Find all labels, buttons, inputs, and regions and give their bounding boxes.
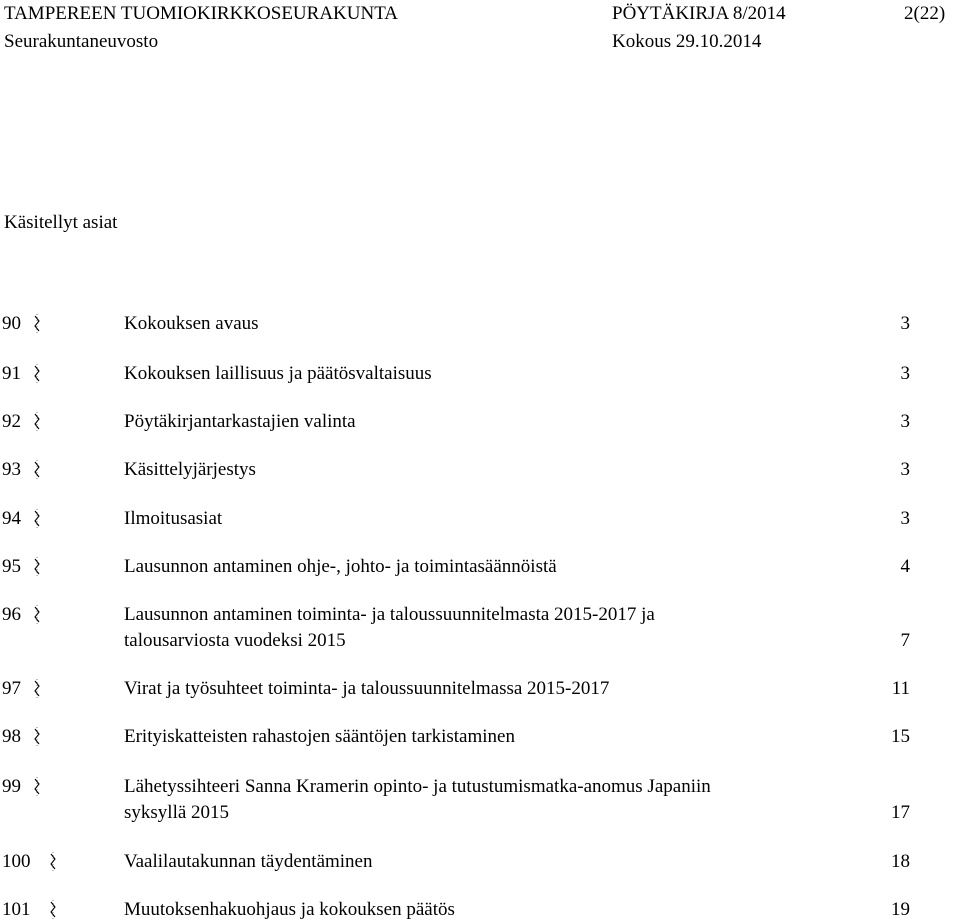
section-title-line: Kokouksen laillisuus ja päätösvaltaisuus (124, 363, 432, 384)
section-title-line: syksyllä 2015 (124, 802, 230, 823)
page-reference: 18 (891, 851, 910, 872)
section-title-text (124, 554, 844, 580)
section-title-line: Muutoksenhakuohjaus ja kokouksen päätös (124, 899, 455, 920)
page-reference: 15 (891, 726, 910, 747)
section-title-text (124, 849, 844, 875)
section-title-line: Pöytäkirjantarkastajien valinta (124, 411, 356, 432)
section-title-line: Lähetyssihteeri Sanna Kramerin opinto- ja tutustumismatka-anomus Japaniin (124, 776, 711, 797)
page-reference: 3 (900, 363, 910, 384)
section-title-text (124, 506, 844, 532)
section-mark-icon (32, 554, 42, 580)
section-mark-icon (32, 457, 42, 483)
section-number: 97 (2, 678, 21, 699)
document-type: PÖYTÄKIRJA 8/2014 (612, 3, 786, 24)
page-reference: 17 (891, 802, 910, 823)
toc-row (0, 602, 960, 654)
section-title-line: Kokouksen avaus (124, 313, 259, 334)
section-title-line: Virat ja työsuhteet toiminta- ja taloussuunnitelmassa 2015-2017 (124, 678, 610, 699)
toc-row (0, 774, 960, 826)
page-reference: 3 (900, 508, 910, 529)
section-number: 99 (2, 776, 21, 797)
page-number: 2(22) (904, 3, 946, 24)
section-title-text (124, 774, 844, 826)
section-title-text (124, 409, 844, 435)
section-mark-icon (48, 897, 58, 923)
page-reference: 3 (900, 313, 910, 334)
section-title-line: Erityiskatteisten rahastojen sääntöjen tarkistaminen (124, 726, 515, 747)
page-reference: 4 (900, 556, 910, 577)
organization-name: TAMPEREEN TUOMIOKIRKKOSEURAKUNTA (4, 3, 399, 24)
toc-row (0, 457, 960, 483)
section-title-line: Käsittelyjärjestys (124, 459, 256, 480)
toc-row (0, 676, 960, 702)
toc-row (0, 554, 960, 580)
section-mark-icon (32, 724, 42, 750)
toc-row (0, 506, 960, 532)
section-title: Käsitellyt asiat (4, 212, 118, 233)
section-title-text (124, 602, 844, 654)
meeting-date: Kokous 29.10.2014 (612, 31, 762, 52)
page-reference: 19 (891, 899, 910, 920)
page-reference: 3 (900, 411, 910, 432)
body-name: Seurakuntaneuvosto (4, 31, 159, 52)
section-title-text (124, 897, 844, 923)
section-mark-icon (32, 676, 42, 702)
section-number: 95 (2, 556, 21, 577)
toc-row (0, 409, 960, 435)
section-title-line: Lausunnon antaminen ohje-, johto- ja toimintasäännöistä (124, 556, 557, 577)
section-number: 92 (2, 411, 21, 432)
section-title-text (124, 311, 844, 337)
toc-row (0, 724, 960, 750)
page-reference: 3 (900, 459, 910, 480)
section-title-text (124, 676, 844, 702)
section-number: 98 (2, 726, 21, 747)
section-mark-icon (32, 409, 42, 435)
toc-row (0, 897, 960, 923)
section-mark-icon (32, 602, 42, 628)
section-title-line: Vaalilautakunnan täydentäminen (124, 851, 373, 872)
section-number: 91 (2, 363, 21, 384)
section-number: 96 (2, 604, 21, 625)
section-mark-icon (32, 311, 42, 337)
section-mark-icon (32, 774, 42, 800)
section-number: 101 (2, 899, 31, 920)
section-title-line: Ilmoitusasiat (124, 508, 223, 529)
section-title-text (124, 361, 844, 387)
section-title-text (124, 724, 844, 750)
toc-row (0, 361, 960, 387)
section-number: 90 (2, 313, 21, 334)
section-mark-icon (32, 361, 42, 387)
page-reference: 11 (891, 678, 910, 699)
section-mark-icon (48, 849, 58, 875)
section-title-text (124, 457, 844, 483)
section-title-line: talousarviosta vuodeksi 2015 (124, 630, 346, 651)
toc-row (0, 849, 960, 875)
toc-row (0, 311, 960, 337)
section-mark-icon (32, 506, 42, 532)
section-number: 100 (2, 851, 31, 872)
section-number: 93 (2, 459, 21, 480)
page-reference: 7 (900, 630, 910, 651)
section-number: 94 (2, 508, 21, 529)
section-title-line: Lausunnon antaminen toiminta- ja taloussuunnitelmasta 2015-2017 ja (124, 604, 655, 625)
